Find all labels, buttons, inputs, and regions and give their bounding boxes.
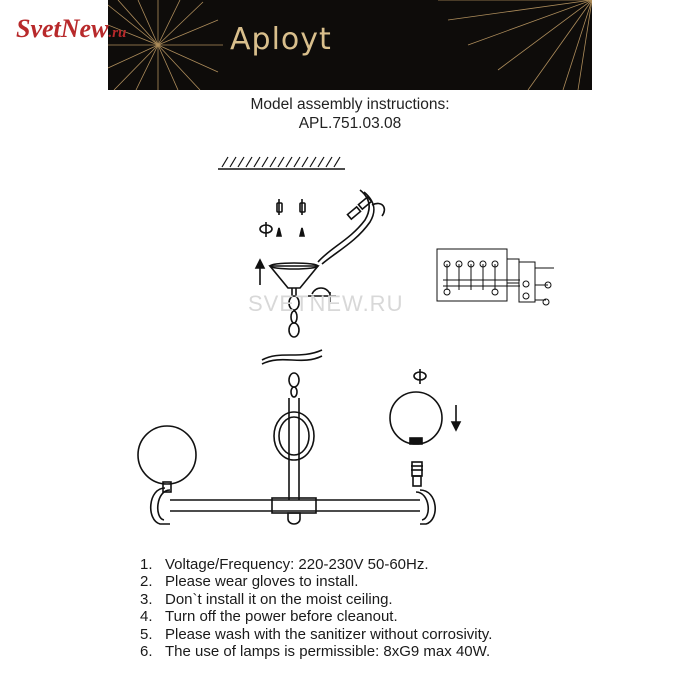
instruction-item [140,626,492,643]
instruction-item [140,591,492,608]
watermark-logo: SvetNew.ru [16,14,127,43]
brand-logo: Aployt [230,22,332,57]
instruction-text: Turn off the power before cleanout. [165,608,398,626]
instruction-number: 2. [140,573,153,591]
right-socket [411,462,435,524]
horizontal-arm [170,498,420,524]
instructions-list [140,556,492,660]
instruction-text: The use of lamps is permissible: 8xG9 max 40W. [165,643,491,661]
down-arrow-icon [452,405,460,430]
instruction-item [140,643,492,660]
instruction-text: Please wear gloves to install. [165,573,359,591]
instruction-number: 1. [140,556,153,573]
center-watermark: SVETNEW.RU [248,291,404,316]
instruction-number: 3. [140,590,153,608]
instruction-text: Voltage/Frequency: 220-230V 50-60Hz. [165,556,429,573]
ceiling-hatch [218,157,345,169]
model-number: APL.751.03.08 [298,115,402,132]
right-glass-shade [390,392,442,444]
mounting-screws [277,199,305,236]
instruction-text: Don`t install it on the moist ceiling. [165,590,393,608]
rotation-icon [260,222,272,237]
instruction-item [140,556,492,573]
instruction-item [140,608,492,625]
wiring-schematic [437,249,554,305]
rotation-icon-shade [414,369,426,384]
up-arrow-icon [256,260,264,285]
left-glass-shade [138,426,196,524]
instruction-item [140,573,492,590]
instruction-number: 5. [140,625,153,643]
wire-connector [318,190,384,264]
instruction-text: Please wash with the sanitizer without corrosivity. [165,625,493,643]
instruction-number: 6. [140,643,153,661]
document-title: Model assembly instructions: [250,96,450,113]
instruction-number: 4. [140,608,153,626]
stem [274,398,314,500]
